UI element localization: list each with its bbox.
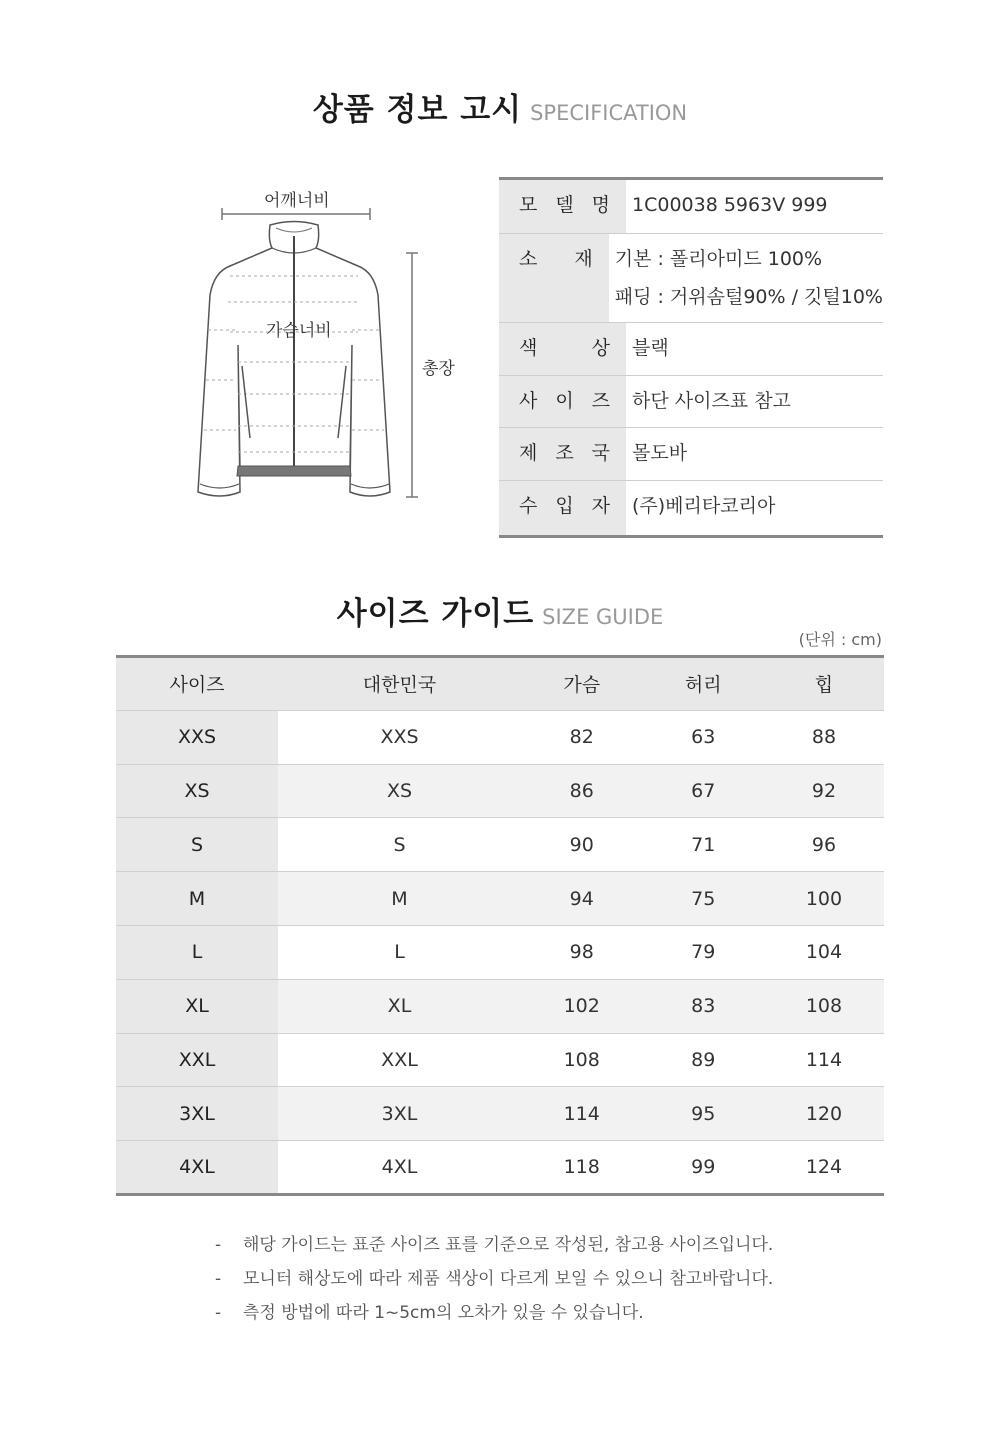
size-value-cell: 82 (521, 710, 643, 764)
size-value-cell: 86 (521, 764, 643, 818)
size-value-cell: 102 (521, 979, 643, 1033)
spec-title-ko: 상품 정보 고시 (312, 92, 523, 128)
spec-value (626, 323, 883, 375)
size-value-cell: XXL (278, 1033, 521, 1087)
size-header-cell: 힙 (764, 657, 884, 711)
table-row (116, 1033, 884, 1087)
spec-label-char: 상 (591, 337, 610, 359)
size-value-cell: 120 (764, 1087, 884, 1141)
jacket-diagram (190, 180, 480, 510)
size-title-en: SIZE GUIDE (542, 605, 664, 629)
size-value-cell: 4XL (381, 1156, 418, 1179)
spec-value (609, 234, 883, 322)
size-value-cell: 79 (642, 925, 764, 979)
size-label-cell: S (116, 818, 278, 872)
spec-label (499, 376, 626, 427)
size-value-cell: 88 (764, 710, 884, 764)
size-value-cell: 71 (642, 818, 764, 872)
note-item (215, 1262, 773, 1296)
size-value-cell: 108 (764, 979, 884, 1033)
size-value-cell: 114 (521, 1087, 643, 1141)
size-value-cell: 3XL (278, 1087, 521, 1141)
spec-value-line: 기본 : 폴리아미드 100% (614, 248, 823, 270)
note-text: 해당 가이드는 표준 사이즈 표를 기준으로 작성된, 참고용 사이즈입니다. (243, 1235, 774, 1255)
size-label-cell: XXS (116, 710, 278, 764)
spec-value-line: 블랙 (632, 337, 669, 359)
spec-label-char: 국 (591, 442, 610, 464)
size-value-cell: L (278, 925, 521, 979)
spec-label-char: 이 (555, 390, 574, 412)
spec-label (499, 481, 626, 535)
note-dash: - (215, 1235, 222, 1255)
size-value-cell: 92 (764, 764, 884, 818)
spec-label-char: 색 (519, 337, 538, 359)
spec-row (499, 481, 883, 535)
size-value-cell: 94 (521, 872, 643, 926)
shoulder-label: 어깨너비 (264, 191, 330, 211)
size-value-cell: 99 (691, 1156, 716, 1179)
spec-label (499, 323, 626, 375)
spec-label-char: 조 (555, 442, 574, 464)
spec-row (499, 234, 883, 323)
size-value-cell: 124 (805, 1156, 843, 1179)
spec-label-char: 델 (555, 194, 574, 216)
size-value-cell: 83 (642, 979, 764, 1033)
table-row (116, 1087, 884, 1141)
spec-label-char: 사 (519, 390, 538, 412)
spec-label-char: 자 (591, 495, 610, 517)
size-value-cell: XS (278, 764, 521, 818)
jacket-outline-icon (190, 180, 480, 510)
size-label-cell: 4XL (116, 1141, 278, 1195)
table-row (116, 710, 884, 764)
size-value-cell: 90 (521, 818, 643, 872)
spec-value-line: 하단 사이즈표 참고 (632, 390, 791, 412)
spec-row (499, 428, 883, 481)
spec-label-char: 제 (519, 442, 538, 464)
spec-label (499, 234, 609, 322)
spec-value-line: 패딩 : 거위솜털90% / 깃털10% (614, 286, 883, 308)
spec-label (499, 428, 626, 480)
size-header-cell: 대한민국 (278, 657, 521, 711)
size-label-cell: XXL (116, 1033, 278, 1087)
size-label-cell: XL (116, 979, 278, 1033)
table-row (116, 925, 884, 979)
spec-value (626, 180, 883, 233)
spec-label (499, 180, 626, 233)
size-label-cell: L (116, 925, 278, 979)
size-label-cell: M (116, 872, 278, 926)
size-value-cell: 63 (642, 710, 764, 764)
spec-row (499, 323, 883, 376)
spec-label-char: 모 (519, 194, 538, 216)
size-table-header (116, 657, 884, 711)
size-value-cell: S (278, 818, 521, 872)
size-table (116, 655, 884, 1196)
spec-row (499, 180, 883, 234)
table-row (116, 764, 884, 818)
spec-value-line: 1C00038 5963V 999 (632, 194, 828, 216)
spec-value (626, 481, 883, 535)
spec-section-title (0, 84, 1000, 129)
notes-list (215, 1228, 773, 1330)
spec-value (626, 376, 883, 427)
spec-label-char: 소 (519, 248, 538, 270)
table-row (116, 1141, 884, 1195)
spec-label-char: 수 (519, 495, 538, 517)
size-label-cell: XS (116, 764, 278, 818)
size-value-cell: M (278, 872, 521, 926)
chest-label: 가슴너비 (266, 321, 332, 341)
unit-label: (단위 : cm) (798, 630, 882, 649)
size-value-cell: XXS (278, 710, 521, 764)
spec-table (499, 177, 883, 538)
size-header-cell: 사이즈 (116, 657, 278, 711)
table-row (116, 979, 884, 1033)
size-label-cell: 3XL (116, 1087, 278, 1141)
size-value-cell: 75 (642, 872, 764, 926)
table-row (116, 818, 884, 872)
spec-value (626, 428, 883, 480)
spec-row (499, 376, 883, 428)
size-value-cell: 108 (521, 1033, 643, 1087)
spec-title-en: SPECIFICATION (530, 101, 688, 125)
size-value-cell: 89 (642, 1033, 764, 1087)
spec-label-char: 재 (574, 248, 593, 270)
note-item (215, 1296, 773, 1330)
spec-label-char: 즈 (591, 390, 610, 412)
length-label: 총장 (422, 359, 455, 379)
note-text: 모니터 해상도에 따라 제품 색상이 다르게 보일 수 있으니 참고바랍니다. (243, 1269, 774, 1289)
note-dash: - (215, 1303, 222, 1323)
size-value-cell: 96 (764, 818, 884, 872)
table-row (116, 872, 884, 926)
size-value-cell: 95 (642, 1087, 764, 1141)
size-value-cell: XL (278, 979, 521, 1033)
spec-value-line: 몰도바 (632, 442, 688, 464)
spec-value-line: (주)베리타코리아 (632, 495, 776, 517)
spec-label-char: 명 (591, 194, 610, 216)
note-item (215, 1228, 773, 1262)
size-value-cell: 114 (764, 1033, 884, 1087)
size-value-cell: 67 (642, 764, 764, 818)
size-title-ko: 사이즈 가이드 (336, 596, 535, 632)
size-value-cell: 98 (521, 925, 643, 979)
size-value-cell: 118 (563, 1156, 600, 1179)
size-value-cell: 100 (764, 872, 884, 926)
size-header-cell: 허리 (642, 657, 764, 711)
note-text: 측정 방법에 따라 1~5cm의 오차가 있을 수 있습니다. (243, 1303, 644, 1323)
size-header-cell: 가슴 (521, 657, 643, 711)
spec-label-char: 입 (555, 495, 574, 517)
size-value-cell: 104 (764, 925, 884, 979)
note-dash: - (215, 1269, 222, 1289)
